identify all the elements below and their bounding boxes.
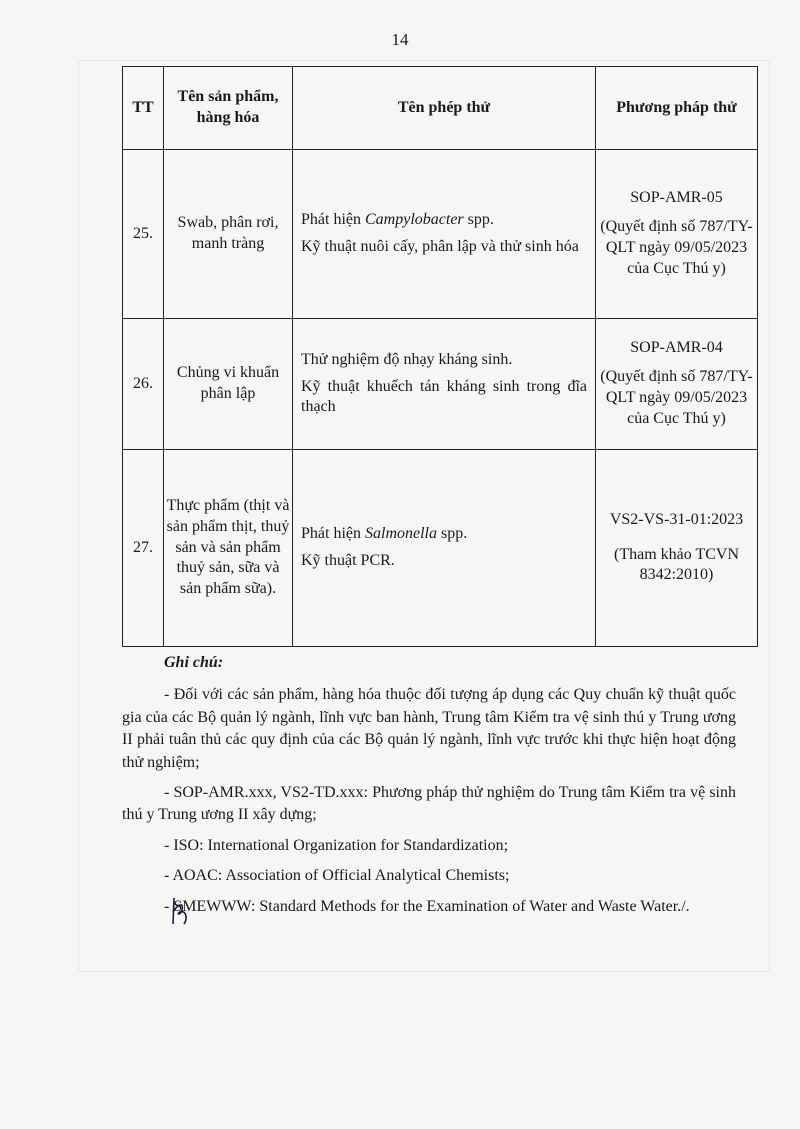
method-reference: (Quyết định số 787/TY-QLT ngày 09/05/2023 của Cục Thú y): [600, 368, 753, 427]
test-name-cell: [293, 150, 596, 319]
test-methods-table: [122, 66, 758, 647]
header-tt: TT: [123, 67, 164, 150]
row-number: 27.: [123, 450, 164, 647]
product-name: Chủng vi khuẩn phân lập: [164, 319, 293, 450]
row-number: 26.: [123, 319, 164, 450]
method-code: SOP-AMR-04: [630, 339, 723, 357]
method-code: SOP-AMR-05: [630, 189, 723, 207]
page-number: 14: [391, 30, 409, 49]
method-cell: [596, 150, 758, 319]
method-code: VS2-VS-31-01:2023: [609, 510, 744, 528]
test-name: Phát hiện Salmonella spp.: [301, 525, 468, 543]
notes-section: [122, 652, 736, 926]
notes-title: Ghi chú:: [164, 654, 224, 671]
note-item: - AOAC: Association of Official Analytical Chemists;: [164, 867, 510, 885]
method-reference: (Tham khảo TCVN 8342:2010): [613, 545, 739, 584]
test-technique: Kỹ thuật khuếch tán kháng sinh trong đĩa thạch: [301, 377, 587, 416]
table-row: [123, 450, 758, 647]
handwritten-initial-signature: [170, 896, 192, 926]
test-technique: Kỹ thuật nuôi cấy, phân lập và thử sinh hóa: [301, 238, 579, 255]
method-cell: [596, 450, 758, 647]
header-product: Tên sản phẩm, hàng hóa: [164, 67, 293, 150]
note-item: - SOP-AMR.xxx, VS2-TD.xxx: Phương pháp thử nghiệm do Trung tâm Kiểm tra vệ sinh thú y Trung ương II xây dựng;: [122, 783, 736, 824]
row-number: 25.: [123, 150, 164, 319]
note-item: - SMEWWW: Standard Methods for the Examination of Water and Waste Water./.: [164, 897, 690, 915]
table-header-row: [123, 67, 758, 150]
header-test-name: Tên phép thử: [293, 67, 596, 150]
header-method: Phương pháp thử: [596, 67, 758, 150]
test-name-cell: [293, 319, 596, 450]
test-name-cell: [293, 450, 596, 647]
note-item: - ISO: International Organization for Standardization;: [164, 836, 509, 854]
method-cell: [596, 319, 758, 450]
table-row: [123, 150, 758, 319]
note-item: - Đối với các sản phẩm, hàng hóa thuộc đối tượng áp dụng các Quy chuẩn kỹ thuật quốc gia của các Bộ quản lý ngành, lĩnh vực ban hành, Trung tâm Kiểm tra vệ sinh thú y Trung ương II phải tuân thủ các quy định của các Bộ quản lý ngành, lĩnh vực trước khi thực hiện hoạt động thử nghiệm;: [122, 686, 736, 771]
test-name: Thử nghiệm độ nhạy kháng sinh.: [301, 350, 513, 368]
product-name: Thực phẩm (thịt và sản phẩm thịt, thuỷ sản và sản phẩm thuỷ sản, sữa và sản phẩm sữa).: [164, 450, 293, 647]
method-reference: (Quyết định số 787/TY-QLT ngày 09/05/2023 của Cục Thú y): [600, 218, 753, 277]
test-name: Phát hiện Campylobacter spp.: [301, 211, 494, 229]
product-name: Swab, phân rơi, manh tràng: [164, 150, 293, 319]
test-technique: Kỹ thuật PCR.: [301, 552, 395, 569]
table-row: [123, 319, 758, 450]
